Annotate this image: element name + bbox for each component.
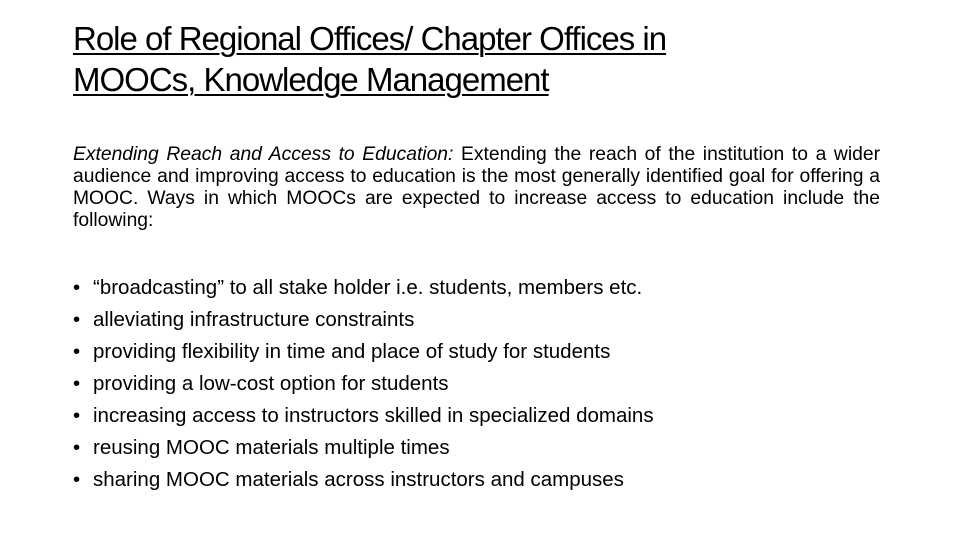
bullet-icon: • bbox=[73, 372, 81, 395]
list-item bbox=[73, 464, 893, 496]
list-item-text: alleviating infrastructure constraints bbox=[93, 308, 415, 331]
list-item bbox=[73, 432, 893, 464]
list-item bbox=[73, 368, 893, 400]
intro-body: Extending the reach of the institution to a wider audience and improving access to education is the most generally identified goal for offering a MOOC. Ways in which MOOCs are expected to increase access to education include the following: bbox=[73, 144, 880, 231]
list-item bbox=[73, 304, 893, 336]
list-item bbox=[73, 400, 893, 432]
list-item-text: increasing access to instructors skilled in specialized domains bbox=[93, 404, 654, 427]
bullet-icon: • bbox=[73, 276, 81, 299]
intro-lead: Extending Reach and Access to Education: bbox=[73, 144, 454, 165]
bullet-icon: • bbox=[73, 404, 81, 427]
list-item-text: reusing MOOC materials multiple times bbox=[93, 436, 450, 459]
bullet-icon: • bbox=[73, 436, 81, 459]
list-item-text: providing flexibility in time and place of study for students bbox=[93, 340, 611, 363]
bullet-icon: • bbox=[73, 308, 81, 331]
slide-title bbox=[73, 18, 903, 100]
list-item-text: sharing MOOC materials across instructors and campuses bbox=[93, 468, 624, 491]
list-item-text: “broadcasting” to all stake holder i.e. students, members etc. bbox=[93, 276, 643, 299]
bullet-list bbox=[73, 272, 893, 496]
list-item-text: providing a low-cost option for students bbox=[93, 372, 449, 395]
bullet-icon: • bbox=[73, 468, 81, 491]
slide-title-line-2: MOOCs, Knowledge Management bbox=[73, 61, 549, 98]
bullet-icon: • bbox=[73, 340, 81, 363]
slide-title-line-1: Role of Regional Offices/ Chapter Offices in bbox=[73, 20, 667, 57]
intro-paragraph bbox=[73, 144, 880, 232]
list-item bbox=[73, 272, 893, 304]
list-item bbox=[73, 336, 893, 368]
